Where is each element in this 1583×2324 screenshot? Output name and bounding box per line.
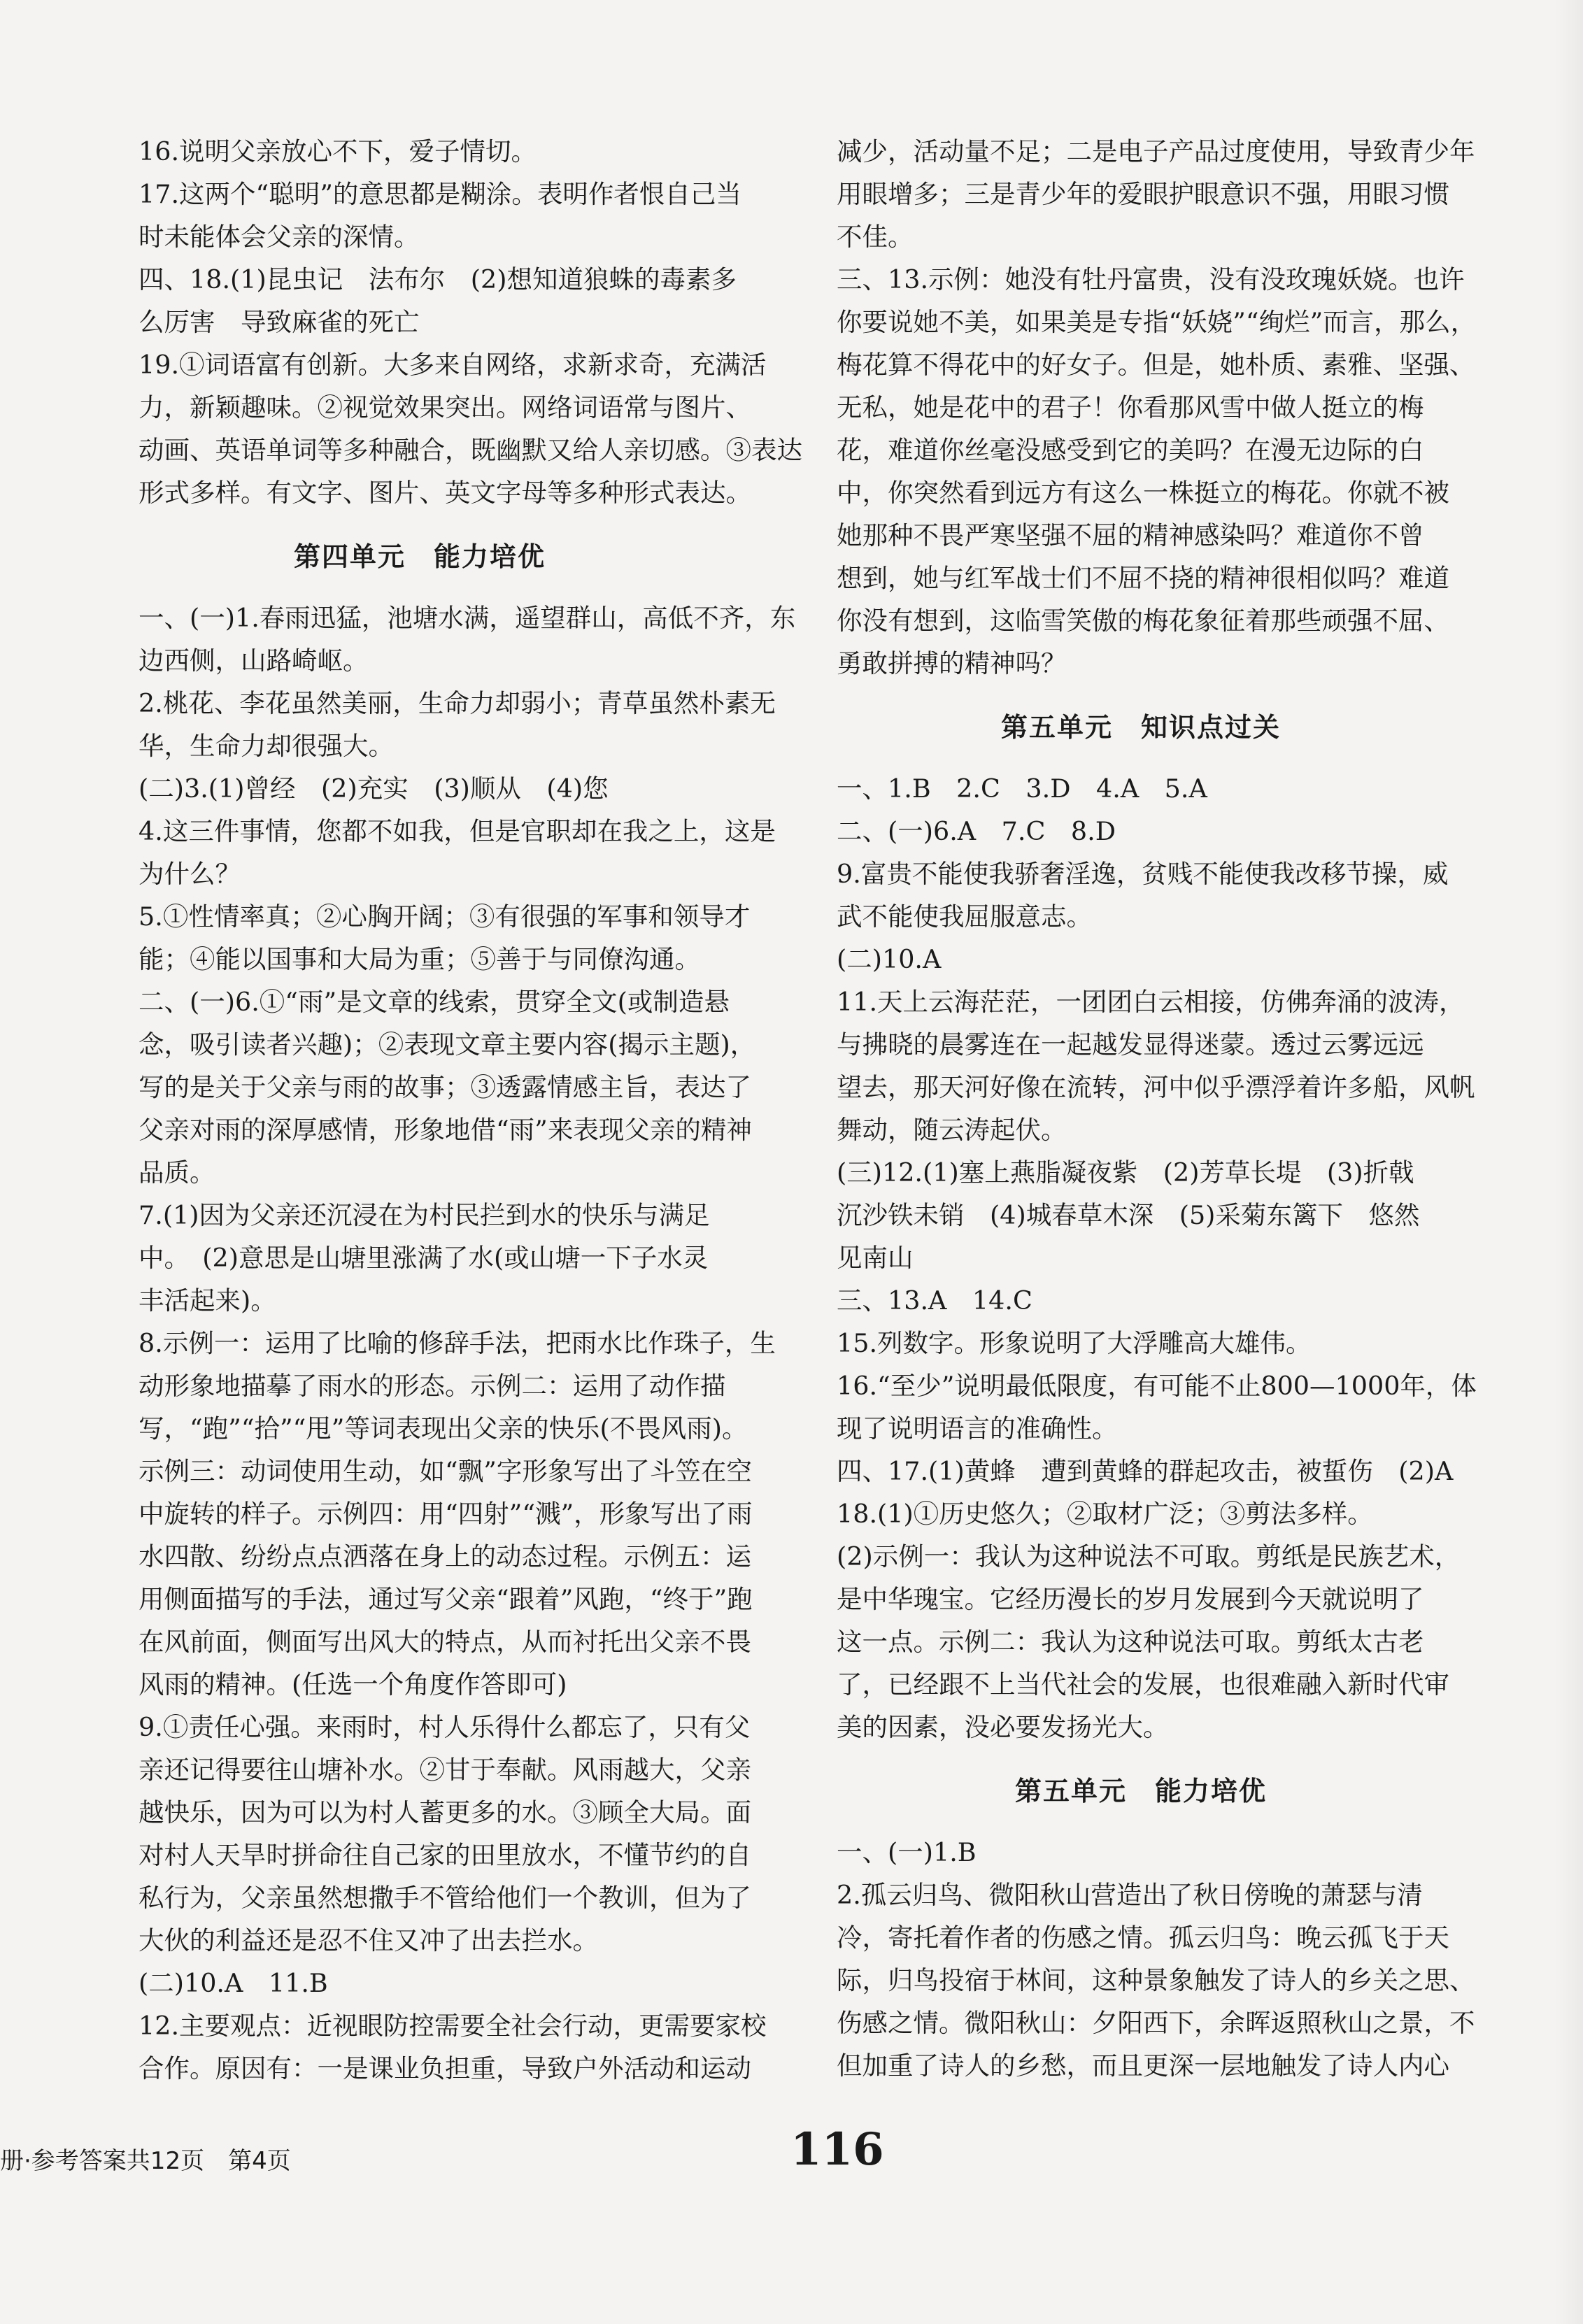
answer-line: 无私，她是花中的君子！你看那风雪中做人挺立的梅 — [837, 392, 1424, 422]
answer-line: 二、(一)6.A 7.C 8.D — [837, 816, 1116, 846]
footer-caption: 册·参考答案共12页 第4页 — [0, 2147, 291, 2175]
answer-line: 一、1.B 2.C 3.D 4.A 5.A — [837, 774, 1207, 804]
answer-line: 18.(1)①历史悠久；②取材广泛；③剪法多样。 — [837, 1499, 1373, 1529]
answer-line: 8.示例一：运用了比喻的修辞手法，把雨水比作珠子，生 — [139, 1328, 776, 1358]
section-heading: 第四单元 能力培优 — [293, 541, 546, 572]
answer-line: 用侧面描写的手法，通过写父亲“跟着”风跑，“终于”跑 — [139, 1584, 753, 1614]
answer-line: 她那种不畏严寒坚强不屈的精神感染吗？难道你不曾 — [837, 520, 1424, 550]
answer-line: 能；④能以国事和大局为重；⑤善于与同僚沟通。 — [139, 944, 700, 974]
answer-line: 际，归鸟投宿于林间，这种景象触发了诗人的乡关之思、 — [837, 1965, 1475, 1995]
answer-line: 父亲对雨的深厚感情，形象地借“雨”来表现父亲的精神 — [139, 1115, 752, 1145]
answer-line: (三)12.(1)塞上燕脂凝夜紫 (2)芳草长堤 (3)折戟 — [837, 1157, 1414, 1188]
answer-line: 了，已经跟不上当代社会的发展，也很难融入新时代审 — [837, 1669, 1449, 1699]
answer-line: 在风前面，侧面写出风大的特点，从而衬托出父亲不畏 — [139, 1627, 751, 1657]
answer-line: 用眼增多；三是青少年的爱眼护眼意识不强，用眼习惯 — [837, 179, 1449, 209]
answer-line: 动形象地描摹了雨水的形态。示例二：运用了动作描 — [139, 1371, 726, 1401]
answer-line: 是中华瑰宝。它经历漫长的岁月发展到今天就说明了 — [837, 1584, 1424, 1614]
answer-line: 写的是关于父亲与雨的故事；③透露情感主旨，表达了 — [139, 1072, 751, 1102]
answer-line: 四、18.(1)昆虫记 法布尔 (2)想知道狼蛛的毒素多 — [139, 264, 737, 294]
answer-line: 16.“至少”说明最低限度，有可能不止800—1000年，体 — [837, 1371, 1477, 1401]
answer-line: 望去，那天河好像在流转，河中似乎漂浮着许多船，风帆 — [837, 1072, 1475, 1102]
answer-line: (二)3.(1)曾经 (2)充实 (3)顺从 (4)您 — [139, 774, 609, 804]
answer-line: (二)10.A 11.B — [139, 1968, 328, 1998]
answer-line: 水四散、纷纷点点洒落在身上的动态过程。示例五：运 — [139, 1541, 751, 1571]
answer-line: 2.桃花、李花虽然美丽，生命力却弱小；青草虽然朴素无 — [139, 688, 776, 718]
answer-line: 大伙的利益还是忍不住又冲了出去拦水。 — [139, 1925, 598, 1955]
answer-line: 丰活起来)。 — [139, 1285, 276, 1316]
answer-line: 风雨的精神。(任选一个角度作答即可) — [139, 1669, 567, 1699]
answer-line: 15.列数字。形象说明了大浮雕高大雄伟。 — [837, 1328, 1312, 1358]
answer-line: 三、13.A 14.C — [837, 1285, 1032, 1316]
answer-line: 冷，寄托着作者的伤感之情。孤云归鸟：晚云孤飞于天 — [837, 1923, 1449, 1953]
answer-line: 华，生命力却很强大。 — [139, 731, 394, 761]
answer-line: 想到，她与红军战士们不屈不挠的精神很相似吗？难道 — [837, 563, 1449, 593]
answer-line: 一、(一)1.B — [837, 1837, 977, 1867]
answer-line: 19.①词语富有创新。大多来自网络，求新求奇，充满活 — [139, 350, 767, 380]
answer-line: 11.天上云海茫茫，一团团白云相接，仿佛奔涌的波涛， — [837, 987, 1465, 1017]
answer-line: 与拂晓的晨雾连在一起越发显得迷蒙。透过云雾远远 — [837, 1029, 1424, 1060]
answer-line: 梅花算不得花中的好女子。但是，她朴质、素雅、坚强、 — [837, 350, 1475, 380]
answer-line: 见南山 — [837, 1243, 914, 1273]
answer-line: 勇敢拼搏的精神吗？ — [837, 648, 1067, 678]
answer-line: 12.主要观点：近视眼防控需要全社会行动，更需要家校 — [139, 2011, 767, 2041]
answer-line: 2.孤云归鸟、微阳秋山营造出了秋日傍晚的萧瑟与清 — [837, 1880, 1423, 1910]
answer-line: 伤感之情。微阳秋山：夕阳西下，余晖返照秋山之景，不 — [837, 2008, 1475, 2038]
answer-line: 写，“跑”“拾”“甩”等词表现出父亲的快乐(不畏风雨)。 — [139, 1413, 748, 1443]
section-heading: 第五单元 能力培优 — [1014, 1776, 1267, 1806]
answer-line: 念，吸引读者兴趣)；②表现文章主要内容(揭示主题)， — [139, 1029, 756, 1060]
answer-line: 动画、英语单词等多种融合，既幽默又给人亲切感。③表达 — [139, 435, 802, 465]
answer-line: 中旋转的样子。示例四：用“四射”“溅”，形象写出了雨 — [139, 1499, 753, 1529]
answer-line: 时未能体会父亲的深情。 — [139, 222, 420, 252]
answer-line: 一、(一)1.春雨迅猛，池塘水满，遥望群山，高低不齐，东 — [139, 603, 796, 633]
answer-line: 17.这两个“聪明”的意思都是糊涂。表明作者恨自己当 — [139, 179, 741, 209]
answer-line: 这一点。示例二：我认为这种说法可取。剪纸太古老 — [837, 1627, 1424, 1657]
answer-line: 武不能使我屈服意志。 — [837, 901, 1092, 932]
answer-line: 现了说明语言的准确性。 — [837, 1413, 1118, 1443]
answer-line: 中，你突然看到远方有这么一株挺立的梅花。你就不被 — [837, 478, 1449, 508]
answer-line: 中。 (2)意思是山塘里涨满了水(或山塘一下子水灵 — [139, 1243, 709, 1273]
answer-line: 5.①性情率真；②心胸开阔；③有很强的军事和领导才 — [139, 901, 751, 932]
answer-line: 四、17.(1)黄蜂 遭到黄蜂的群起攻击，被蜇伤 (2)A — [837, 1456, 1454, 1486]
answer-line: 为什么？ — [139, 859, 241, 889]
answer-line: 对村人天旱时拼命往自己家的田里放水，不懂节约的自 — [139, 1840, 751, 1870]
answer-line: 9.富贵不能使我骄奢淫逸，贫贱不能使我改移节操，威 — [837, 859, 1449, 889]
answer-line: 4.这三件事情，您都不如我，但是官职却在我之上，这是 — [139, 816, 776, 846]
answer-line: 合作。原因有：一是课业负担重，导致户外活动和运动 — [139, 2053, 751, 2083]
page-edge-shadow — [1555, 0, 1583, 2324]
answer-line: 但加重了诗人的乡愁，而且更深一层地触发了诗人内心 — [837, 2051, 1449, 2081]
section-heading: 第五单元 知识点过关 — [1000, 712, 1281, 743]
answer-line: 花，难道你丝毫没感受到它的美吗？在漫无边际的白 — [837, 435, 1424, 465]
answer-line: 示例三：动词使用生动，如“飘”字形象写出了斗笠在空 — [139, 1456, 752, 1486]
answer-line: 越快乐，因为可以为村人蓄更多的水。③顾全大局。面 — [139, 1797, 751, 1827]
answer-line: 亲还记得要往山塘补水。②甘于奉献。风雨越大，父亲 — [139, 1755, 751, 1785]
left-column — [139, 130, 802, 2090]
page-number: 116 — [790, 2123, 884, 2176]
answer-line: 你要说她不美，如果美是专指“妖娆”“绚烂”而言，那么， — [837, 307, 1477, 337]
answer-line: 减少，活动量不足；二是电子产品过度使用，导致青少年 — [837, 136, 1475, 166]
answer-line: 私行为，父亲虽然想撒手不管给他们一个教训，但为了 — [139, 1883, 751, 1913]
answer-line: (二)10.A — [837, 944, 942, 974]
answer-line: 三、13.示例：她没有牡丹富贵，没有没玫瑰妖娆。也许 — [837, 264, 1465, 294]
answer-line: 二、(一)6.①“雨”是文章的线索，贯穿全文(或制造悬 — [139, 987, 730, 1017]
answer-line: 你没有想到，这临雪笑傲的梅花象征着那些顽强不屈、 — [837, 606, 1449, 636]
answer-line: 7.(1)因为父亲还沉浸在为村民拦到水的快乐与满足 — [139, 1200, 710, 1230]
answer-line: 不佳。 — [837, 222, 914, 252]
answer-line: 舞动，随云涛起伏。 — [837, 1115, 1067, 1145]
answer-line: 品质。 — [139, 1157, 215, 1188]
answer-line: 么厉害 导致麻雀的死亡 — [139, 307, 420, 337]
answer-line: 形式多样。有文字、图片、英文字母等多种形式表达。 — [139, 478, 751, 508]
answer-line: 边西侧，山路崎岖。 — [139, 646, 369, 676]
answer-line: 沉沙铁未销 (4)城春草木深 (5)采菊东篱下 悠然 — [837, 1200, 1420, 1230]
answer-line: 力，新颖趣味。②视觉效果突出。网络词语常与图片、 — [139, 392, 751, 422]
answer-line: (2)示例一：我认为这种说法不可取。剪纸是民族艺术， — [837, 1541, 1461, 1571]
answer-line: 9.①责任心强。来雨时，村人乐得什么都忘了，只有父 — [139, 1712, 751, 1742]
answer-line: 16.说明父亲放心不下，爱子情切。 — [139, 136, 537, 166]
answer-line: 美的因素，没必要发扬光大。 — [837, 1712, 1169, 1742]
right-column — [837, 130, 1477, 2087]
